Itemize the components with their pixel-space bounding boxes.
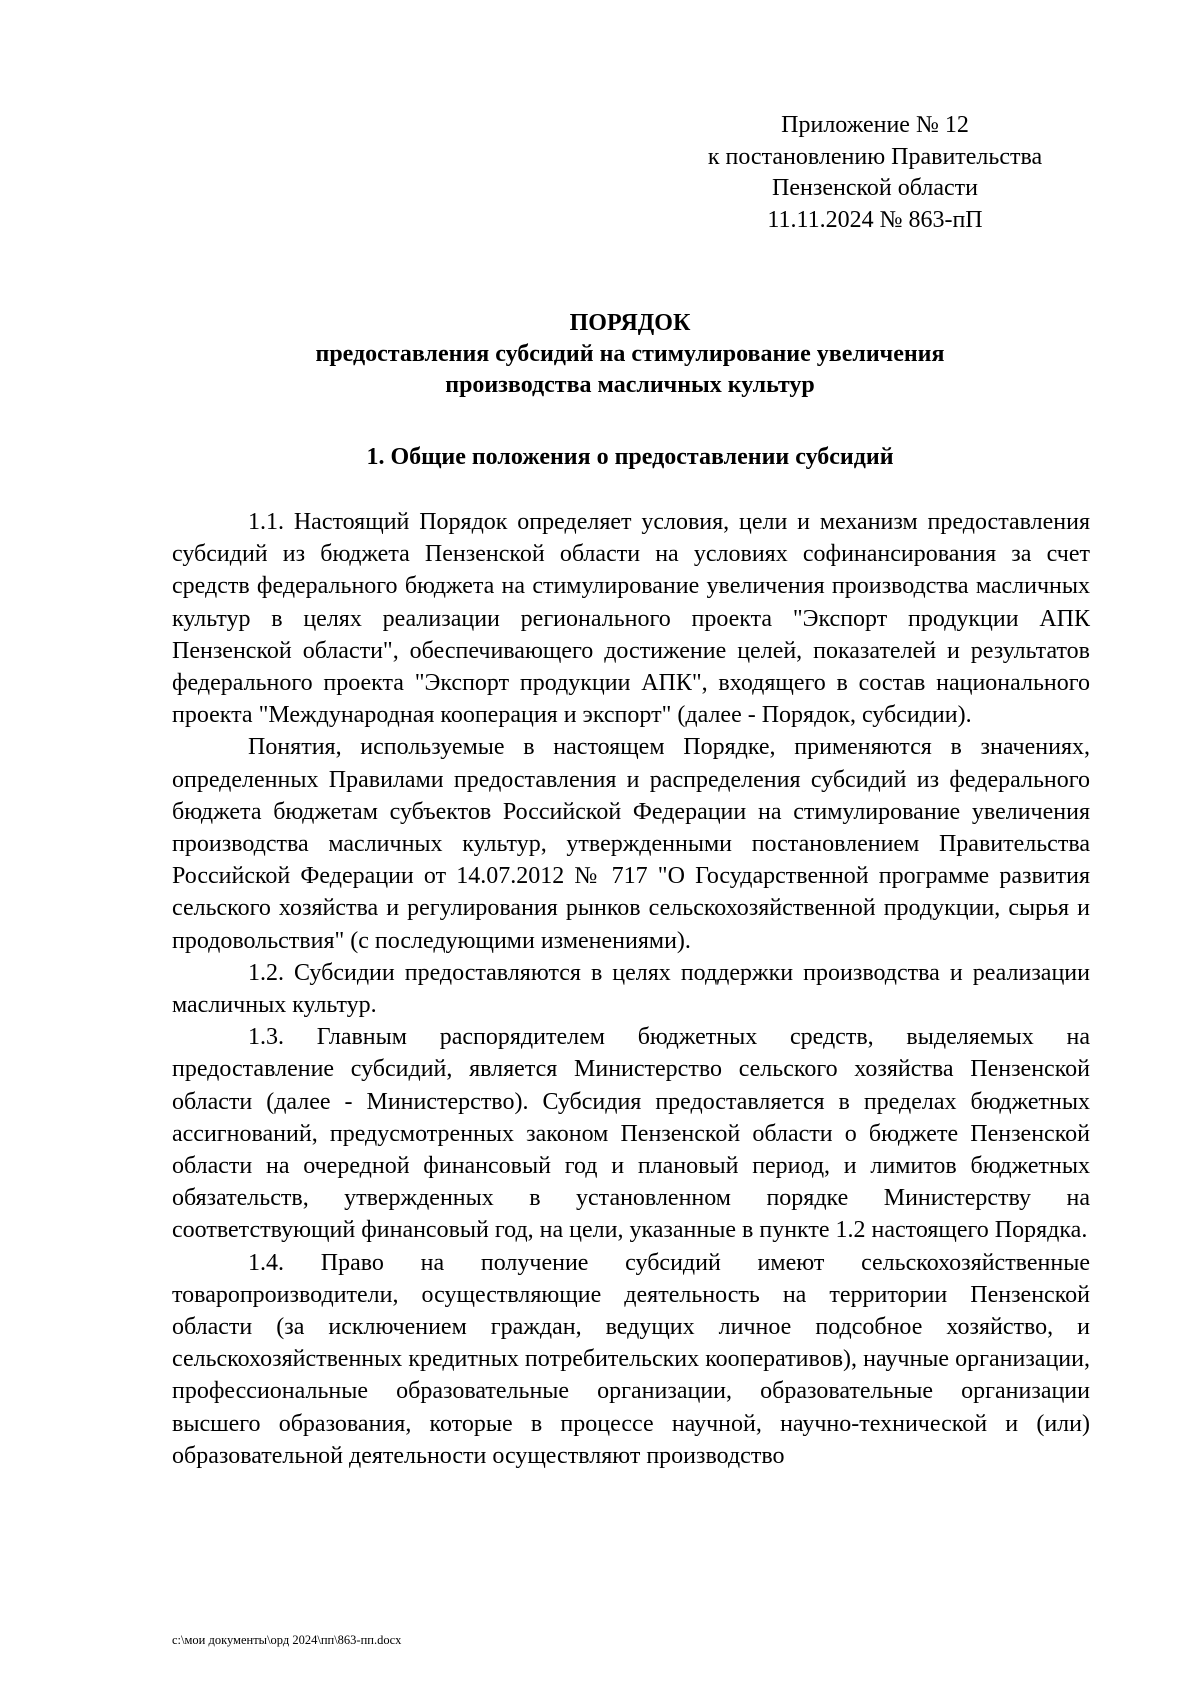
appendix-reference: к постановлению Правительства bbox=[707, 143, 1043, 170]
appendix-header bbox=[660, 110, 1090, 236]
paragraph-definitions: Понятия, используемые в настоящем Порядке, применяются в значениях, определенных Правилами предоставления и распределения субсидий из федерального бюджета бюджетам субъектов Российской Федерации на стимулирование увеличения производства масличных культур, утвержденными постановлением Правительства Российской Федерации от 14.07.2012 № 717 "О Государственной программе развития сельского хозяйства и регулирования рынков сельскохозяйственной продукции, сырья и продовольствия" (с последующими изменениями). bbox=[172, 734, 1090, 954]
title-main: ПОРЯДОК bbox=[569, 310, 691, 336]
document-title bbox=[170, 308, 1090, 401]
paragraph-1-1: 1.1. Настоящий Порядок определяет условия, цели и механизм предоставления субсидий из бюджета Пензенской области на условиях софинансирования за счет средств федерального бюджета на стимулирование увеличения производства масличных культур в целях реализации регионального проекта "Экспорт продукции АПК Пензенской области", обеспечивающего достижение целей, показателей и результатов федерального проекта "Экспорт продукции АПК", входящего в состав национального проекта "Международная кооперация и экспорт" (далее - Порядок, субсидии). bbox=[172, 509, 1090, 729]
title-subtitle-line2: производства масличных культур bbox=[445, 372, 815, 398]
appendix-region: Пензенской области bbox=[772, 175, 978, 201]
appendix-date-number: 11.11.2024 № 863-пП bbox=[767, 206, 983, 233]
paragraph-1-4: 1.4. Право на получение субсидий имеют сельскохозяйственные товаропроизводители, осуществляющие деятельность на территории Пензенской области (за исключением граждан, ведущих личное подсобное хозяйство, и сельскохозяйственных кредитных потребительских кооперативов), научные организации, профессиональные образовательные организации, образовательные организации высшего образования, которые в процессе научной, научно-технической и (или) образовательной деятельности осуществляют производство bbox=[172, 1249, 1090, 1469]
title-subtitle-line1: предоставления субсидий на стимулирование увеличения bbox=[315, 341, 945, 367]
document-body bbox=[172, 506, 1090, 1472]
footer-file-path: c:\мои документы\орд 2024\пп\863-пп.docx bbox=[172, 1633, 402, 1647]
appendix-number: Приложение № 12 bbox=[781, 112, 969, 138]
section-heading: 1. Общие положения о предоставлении субсидий bbox=[366, 444, 894, 470]
paragraph-1-3: 1.3. Главным распорядителем бюджетных средств, выделяемых на предоставление субсидий, является Министерство сельского хозяйства Пензенской области (далее - Министерство). Субсидия предоставляется в пределах бюджетных ассигнований, предусмотренных законом Пензенской области о бюджете Пензенской области на очередной финансовый год и плановый период, и лимитов бюджетных обязательств, утвержденных в установленном порядке Министерству на соответствующий финансовый год, на цели, указанные в пункте 1.2 настоящего Порядка. bbox=[172, 1024, 1090, 1244]
paragraph-1-2: 1.2. Субсидии предоставляются в целях поддержки производства и реализации масличных культур. bbox=[172, 959, 1090, 1019]
